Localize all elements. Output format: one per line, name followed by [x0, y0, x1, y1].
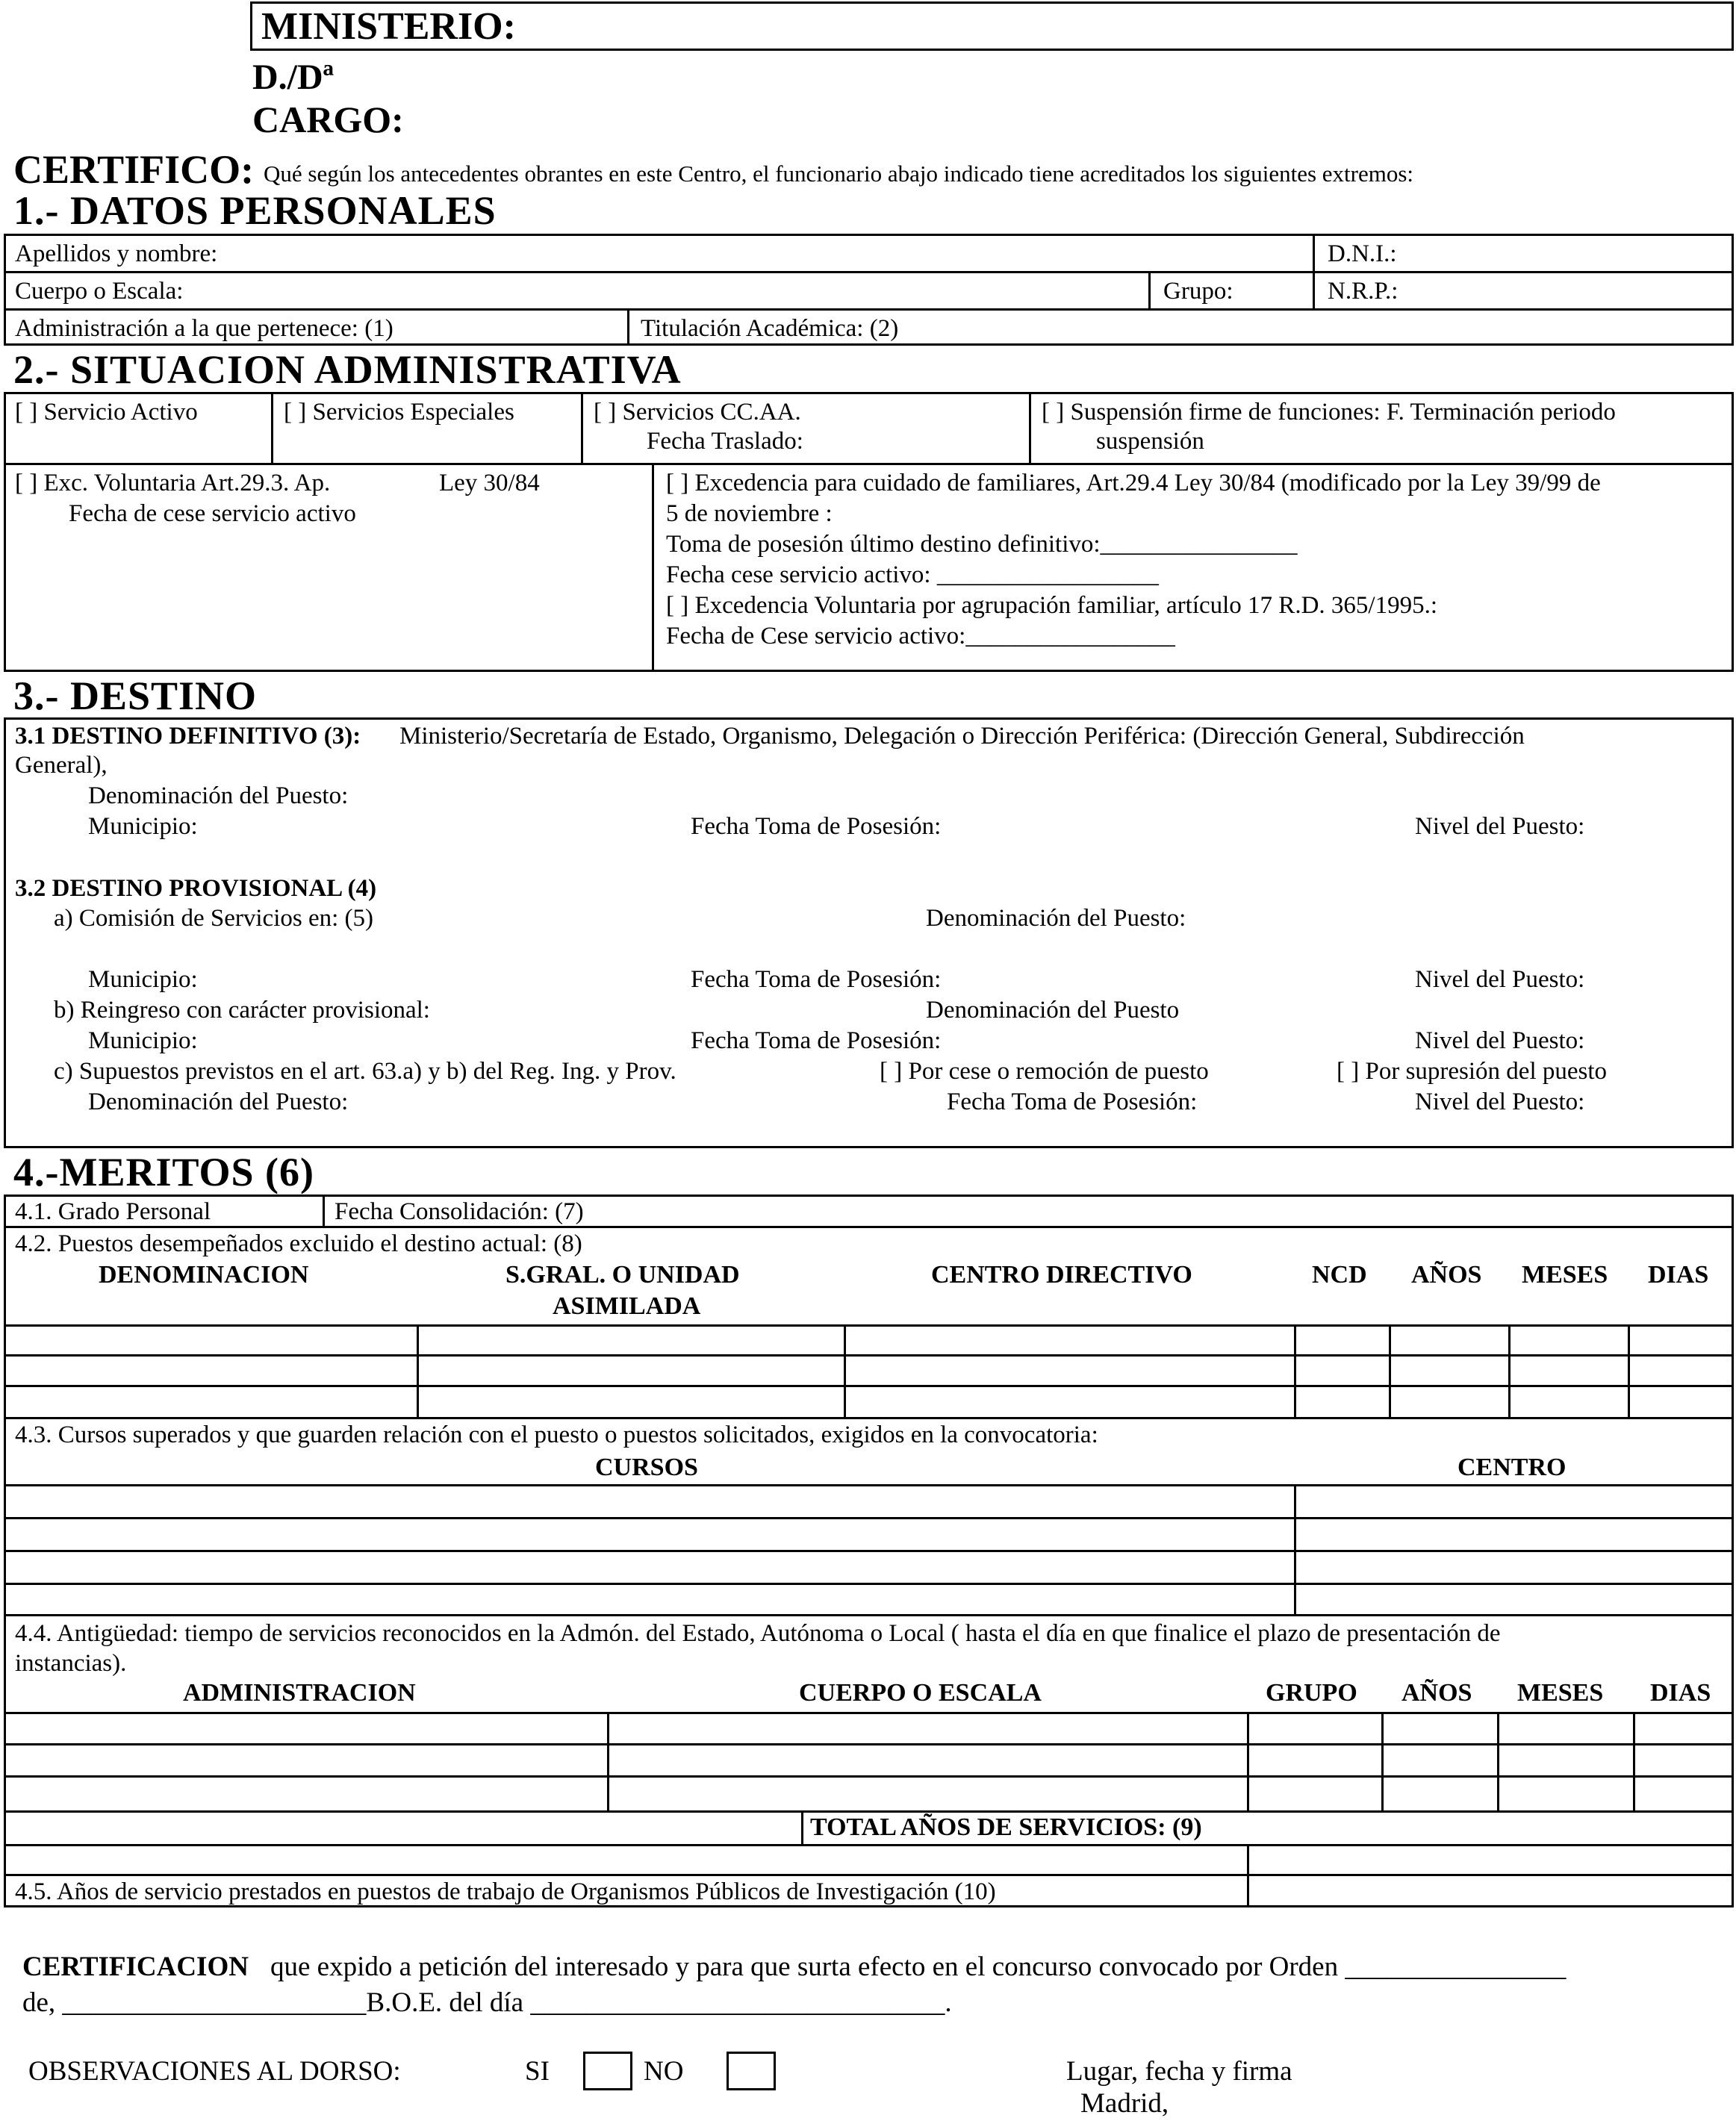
col-dias-2: DIAS — [1650, 1679, 1711, 1707]
prov-c-fecha-toma: Fecha Toma de Posesión: — [947, 1088, 1198, 1115]
supresion-option[interactable]: [ ] Por supresión del puesto — [1337, 1058, 1608, 1085]
col-meses: MESES — [1522, 1261, 1608, 1289]
prov-a-nivel: Nivel del Puesto: — [1415, 966, 1585, 993]
dni-field[interactable]: D.N.I.: — [1328, 240, 1397, 267]
certificacion-label: CERTIFICACION — [22, 1952, 249, 1982]
exc-voluntaria-ley: Ley 30/84 — [439, 470, 540, 496]
si-checkbox[interactable] — [583, 2052, 632, 2090]
destino-definitivo-text: Ministerio/Secretaría de Estado, Organismo, Delegación o Dirección Periférica: (Dirección General, Subdirección — [399, 723, 1525, 750]
cuerpo-field[interactable]: Cuerpo o Escala: — [15, 278, 184, 305]
prov-a-denominacion: Denominación del Puesto: — [926, 905, 1186, 932]
prov-c-denominacion: Denominación del Puesto: — [88, 1088, 349, 1115]
col-grupo: GRUPO — [1266, 1679, 1357, 1707]
cursos-row-3[interactable] — [6, 1552, 1732, 1582]
prov-a-label: a) Comisión de Servicios en: (5) — [54, 905, 374, 932]
exc-cuidado-option[interactable]: [ ] Excedencia para cuidado de familiares, Art.29.4 Ley 30/84 (modificado por la Ley 39/99 de — [666, 470, 1601, 496]
toma-posesion-field[interactable]: Toma de posesión último destino definitivo:________________ — [666, 531, 1298, 558]
exc-voluntaria-fecha: Fecha de cese servicio activo — [69, 500, 356, 527]
col-cursos: CURSOS — [595, 1454, 698, 1481]
prov-b-denominacion: Denominación del Puesto — [926, 997, 1180, 1024]
cese-remocion-option[interactable]: [ ] Por cese o remoción de puesto — [880, 1058, 1209, 1085]
def-fecha-toma: Fecha Toma de Posesión: — [691, 813, 942, 840]
col-centro-directivo: CENTRO DIRECTIVO — [931, 1261, 1192, 1289]
fecha-cese-field[interactable]: Fecha cese servicio activo: __________________ — [666, 561, 1159, 588]
certifico-text: Qué según los antecedentes obrantes en este Centro, el funcionario abajo indicado tiene acreditados los siguientes extremos: — [264, 161, 1414, 187]
puestos-label: 4.2. Puestos desempeñados excluido el destino actual: (8) — [15, 1230, 582, 1257]
col-cuerpo-escala: CUERPO O ESCALA — [799, 1679, 1042, 1707]
puestos-row-2[interactable] — [6, 1357, 1732, 1384]
ccaa-fecha-traslado: Fecha Traslado: — [647, 428, 803, 455]
puestos-row-1[interactable] — [6, 1327, 1732, 1354]
antiguedad-row-2[interactable] — [6, 1745, 1732, 1775]
opi-label: 4.5. Años de servicio prestados en puestos de trabajo de Organismos Públicos de Investigación (10) — [15, 1878, 996, 1905]
col-sgral: S.GRAL. O UNIDAD — [505, 1261, 740, 1289]
col-administracion: ADMINISTRACION — [183, 1679, 416, 1707]
col-dias: DIAS — [1648, 1261, 1709, 1289]
prov-c-label: c) Supuestos previstos en el art. 63.a) y b) del Reg. Ing. y Prov. — [54, 1058, 676, 1085]
prov-b-nivel: Nivel del Puesto: — [1415, 1027, 1585, 1054]
dd-label: D./Dª — [252, 57, 335, 97]
col-centro: CENTRO — [1457, 1454, 1567, 1481]
antiguedad-label: 4.4. Antigüedad: tiempo de servicios reconocidos en la Admón. del Estado, Autónoma o Local ( hasta el día en que finalice el plazo de presentación de — [15, 1620, 1501, 1647]
cursos-row-2[interactable] — [6, 1519, 1732, 1549]
destino-provisional-label: 3.2 DESTINO PROVISIONAL (4) — [15, 875, 377, 902]
lugar-fecha-firma-label: Lugar, fecha y firma — [1066, 2056, 1292, 2087]
servicios-especiales-option[interactable]: [ ] Servicios Especiales — [284, 399, 514, 426]
cursos-row-1[interactable] — [6, 1486, 1732, 1516]
cargo-label: CARGO: — [252, 99, 404, 140]
section-4-title: 4.-MERITOS (6) — [13, 1150, 315, 1195]
cursos-label: 4.3. Cursos superados y que guarden relación con el puesto o puestos solicitados, exigidos en la convocatoria: — [15, 1421, 1098, 1448]
antiguedad-row-3[interactable] — [6, 1778, 1732, 1810]
prov-b-municipio: Municipio: — [88, 1027, 198, 1054]
no-label: NO — [644, 2056, 684, 2087]
col-anos-2: AÑOS — [1401, 1679, 1472, 1707]
section-3-title: 3.- DESTINO — [13, 673, 258, 718]
col-anos: AÑOS — [1411, 1261, 1482, 1289]
prov-a-municipio: Municipio: — [88, 966, 198, 993]
certifico-label: CERTIFICO: — [13, 147, 255, 192]
administracion-field[interactable]: Administración a la que pertenece: (1) — [15, 315, 393, 342]
destino-definitivo-text2: General), — [15, 752, 108, 779]
def-nivel: Nivel del Puesto: — [1415, 813, 1585, 840]
suspension-option[interactable]: [ ] Suspensión firme de funciones: F. Terminación periodo — [1042, 399, 1616, 426]
antiguedad-row-1[interactable] — [6, 1714, 1732, 1742]
ministerio-label: MINISTERIO: — [261, 5, 516, 48]
col-meses-2: MESES — [1517, 1679, 1604, 1707]
madrid-label: Madrid, — [1080, 2088, 1169, 2119]
nrp-field[interactable]: N.R.P.: — [1328, 278, 1399, 305]
observaciones-label: OBSERVACIONES AL DORSO: — [28, 2056, 401, 2087]
prov-b-fecha-toma: Fecha Toma de Posesión: — [691, 1027, 942, 1054]
section-2-title: 2.- SITUACION ADMINISTRATIVA — [13, 347, 682, 392]
exc-voluntaria-option[interactable]: [ ] Exc. Voluntaria Art.29.3. Ap. — [15, 470, 331, 496]
si-label: SI — [525, 2056, 550, 2087]
def-municipio: Municipio: — [88, 813, 198, 840]
col-asimilada: ASIMILADA — [553, 1292, 701, 1320]
def-denominacion: Denominación del Puesto: — [88, 782, 349, 809]
cursos-row-4[interactable] — [6, 1585, 1732, 1613]
puestos-row-3[interactable] — [6, 1387, 1732, 1416]
exc-cuidado-line2: 5 de noviembre : — [666, 500, 833, 527]
servicio-activo-option[interactable]: [ ] Servicio Activo — [15, 399, 198, 426]
grado-personal-field[interactable]: 4.1. Grado Personal — [15, 1198, 211, 1225]
prov-c-nivel: Nivel del Puesto: — [1415, 1088, 1585, 1115]
titulacion-field[interactable]: Titulación Académica: (2) — [641, 315, 899, 342]
certificacion-text: que expido a petición del interesado y para que surta efecto en el concurso convocado por Orden ________________ — [270, 1952, 1567, 1982]
prov-a-fecha-toma: Fecha Toma de Posesión: — [691, 966, 942, 993]
apellidos-field[interactable]: Apellidos y nombre: — [15, 240, 218, 267]
no-checkbox[interactable] — [727, 2052, 776, 2090]
destino-definitivo-label: 3.1 DESTINO DEFINITIVO (3): — [15, 723, 361, 750]
opi-value-field[interactable] — [1250, 1877, 1732, 1905]
antiguedad-label2: instancias). — [15, 1650, 127, 1677]
grupo-field[interactable]: Grupo: — [1163, 278, 1233, 305]
total-anos-label: TOTAL AÑOS DE SERVICIOS: (9) — [810, 1813, 1202, 1841]
col-ncd: NCD — [1312, 1261, 1367, 1289]
orden-boe-line[interactable]: de, ______________________B.O.E. del día ______________________________. — [22, 1987, 952, 2018]
prov-b-label: b) Reingreso con carácter provisional: — [54, 997, 430, 1024]
col-denominacion: DENOMINACION — [99, 1261, 309, 1289]
fecha-consolidacion-field[interactable]: Fecha Consolidación: (7) — [335, 1198, 584, 1225]
section-1-title: 1.- DATOS PERSONALES — [13, 188, 497, 233]
exc-agrupacion-option[interactable]: [ ] Excedencia Voluntaria por agrupación familiar, artículo 17 R.D. 365/1995.: — [666, 592, 1437, 619]
servicios-ccaa-option[interactable]: [ ] Servicios CC.AA. — [594, 399, 801, 426]
fecha-cese2-field[interactable]: Fecha de Cese servicio activo:_________________ — [666, 623, 1175, 650]
suspension-line2: suspensión — [1096, 428, 1204, 455]
